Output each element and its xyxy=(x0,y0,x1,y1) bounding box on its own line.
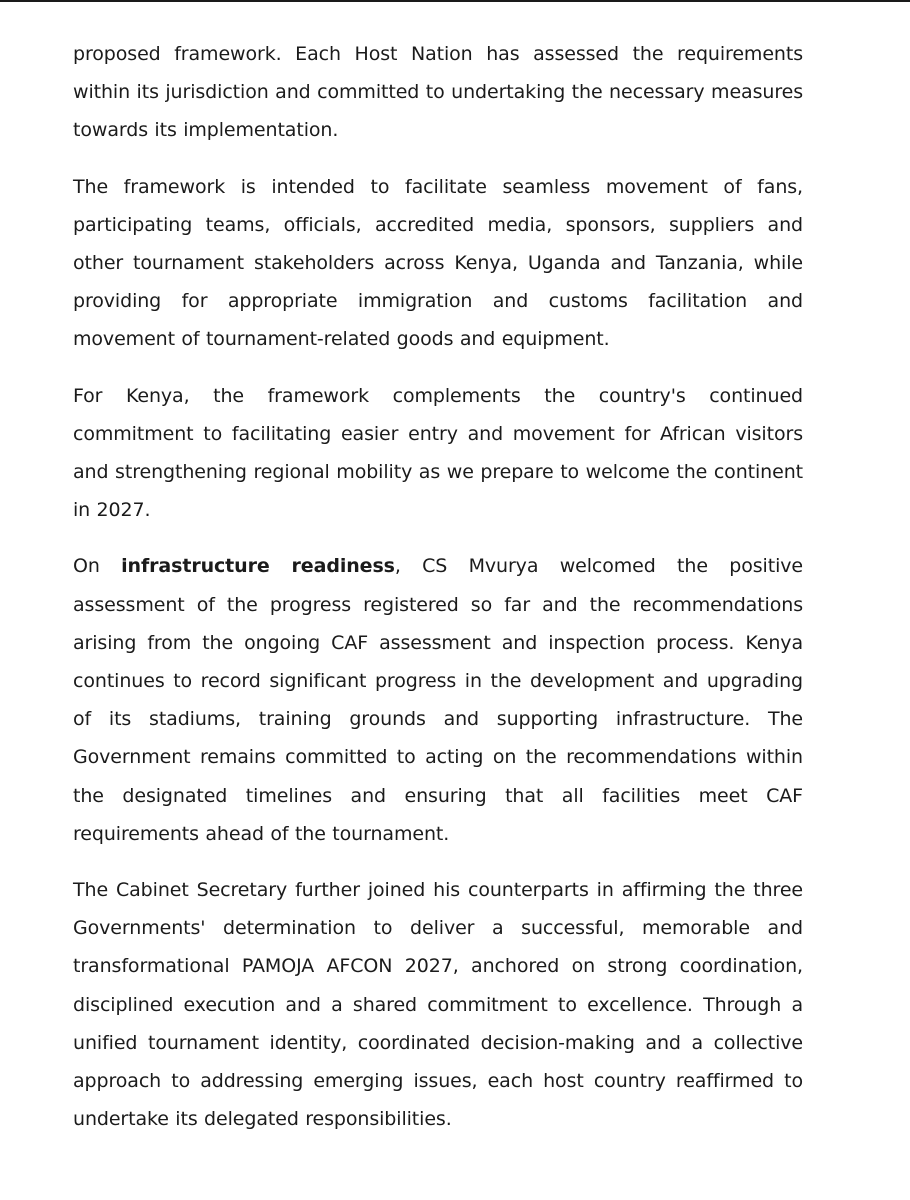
paragraph-framework-implementation: proposed framework. Each Host Nation has assessed the requirements within its jurisdiction and committed to undertaking the necessary measures towards its implementation. xyxy=(73,43,803,142)
paragraph-kenya-commitment: For Kenya, the framework complements the country's continued commitment to facilitating easier entry and movement for African visitors and strengthening regional mobility as we prepare to welcome the continent in 2027. xyxy=(73,384,803,522)
paragraph-prefix: On xyxy=(73,555,122,578)
document-body xyxy=(73,35,803,1156)
paragraph-body: , CS Mvurya welcomed the positive assessment of the progress registered so far and the recommendations arising from the ongoing CAF assessment and inspection process. Kenya continues to record significant progress in the development and upgrading of its stadiums, training grounds and supporting infrastructure. The Government remains committed to acting on the recommendations within the designated timelines and ensuring that all facilities meet CAF requirements ahead of the tournament. xyxy=(73,555,803,845)
paragraph-framework-purpose: The framework is intended to facilitate seamless movement of fans, participating teams, officials, accredited media, sponsors, suppliers and other tournament stakeholders across Kenya, Uganda and Tanzania, while providing for appropriate immigration and customs facilitation and movement of tournament-related goods and equipment. xyxy=(73,175,803,351)
bold-heading-infrastructure-readiness: infrastructure readiness xyxy=(121,555,395,578)
paragraph-infrastructure-readiness xyxy=(73,547,803,853)
paragraph-cabinet-secretary: The Cabinet Secretary further joined his counterparts in affirming the three Governments' determination to deliver a successful, memorable and transformational PAMOJA AFCON 2027, anchored on strong coordination, disciplined execution and a shared commitment to excellence. Through a unified tournament identity, coordinated decision-making and a collective approach to addressing emerging issues, each host country reaffirmed to undertake its delegated responsibilities. xyxy=(73,879,803,1131)
